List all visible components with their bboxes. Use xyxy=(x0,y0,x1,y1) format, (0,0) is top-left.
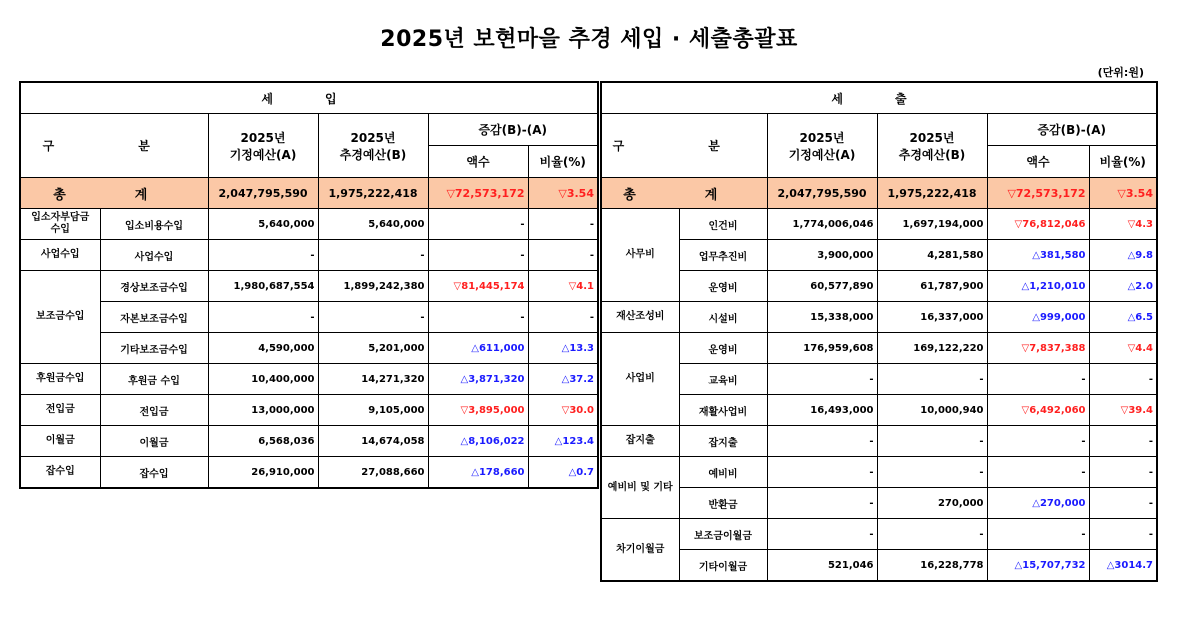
budget-a-year: 2025년 xyxy=(240,130,286,145)
row-budget-b: 61,787,900 xyxy=(877,271,987,302)
row-subcategory: 사업수입 xyxy=(100,240,208,271)
row-change-amount: △381,580 xyxy=(987,240,1089,271)
row-subcategory: 운영비 xyxy=(679,271,767,302)
row-budget-a: 176,959,608 xyxy=(767,333,877,364)
row-budget-a: - xyxy=(767,426,877,457)
row-budget-a: 521,046 xyxy=(767,550,877,582)
row-budget-a: 13,000,000 xyxy=(208,395,318,426)
row-change-rate: - xyxy=(528,302,598,333)
row-budget-b: 5,201,000 xyxy=(318,333,428,364)
budget-b-label: 추경예산(B) xyxy=(339,147,407,162)
row-change-rate: △123.4 xyxy=(528,426,598,457)
row-subcategory: 자본보조금수입 xyxy=(100,302,208,333)
revenue-rows xyxy=(20,209,598,489)
row-budget-b: - xyxy=(877,364,987,395)
row-category: 후원금수입 xyxy=(20,364,100,395)
row-change-rate: - xyxy=(1089,519,1157,550)
row-budget-b: 27,088,660 xyxy=(318,457,428,489)
row-budget-a: 60,577,890 xyxy=(767,271,877,302)
row-budget-b: 14,271,320 xyxy=(318,364,428,395)
table-row xyxy=(20,457,598,489)
row-change-amount: - xyxy=(428,302,528,333)
row-budget-b: 9,105,000 xyxy=(318,395,428,426)
row-budget-b: - xyxy=(318,240,428,271)
row-subcategory: 잡수입 xyxy=(100,457,208,489)
row-category: 사업비 xyxy=(601,333,679,426)
row-budget-a: 4,590,000 xyxy=(208,333,318,364)
rate-header: 비율(%) xyxy=(1089,146,1157,178)
row-budget-a: 5,640,000 xyxy=(208,209,318,240)
total-change-amount: ▽72,573,172 xyxy=(428,178,528,209)
budget-b-year: 2025년 xyxy=(909,130,955,145)
row-subcategory: 운영비 xyxy=(679,333,767,364)
table-row xyxy=(601,333,1157,364)
budget-b-year: 2025년 xyxy=(350,130,396,145)
expenditure-section-header: 세 출 xyxy=(601,82,1157,114)
table-row xyxy=(601,550,1157,582)
category-header: 구 분 xyxy=(20,114,208,178)
table-row xyxy=(601,488,1157,519)
row-subcategory: 예비비 xyxy=(679,457,767,488)
amount-header: 액수 xyxy=(987,146,1089,178)
row-subcategory: 이월금 xyxy=(100,426,208,457)
row-budget-b: - xyxy=(318,302,428,333)
row-category: 사업수입 xyxy=(20,240,100,271)
unit-label: (단위:원) xyxy=(1097,66,1144,79)
total-label: 총 계 xyxy=(601,178,767,209)
row-change-amount: △611,000 xyxy=(428,333,528,364)
row-budget-a: 3,900,000 xyxy=(767,240,877,271)
row-subcategory: 잡지출 xyxy=(679,426,767,457)
row-budget-b: 4,281,580 xyxy=(877,240,987,271)
rate-header: 비율(%) xyxy=(528,146,598,178)
row-budget-b: 10,000,940 xyxy=(877,395,987,426)
row-budget-a: - xyxy=(208,240,318,271)
budget-b-header xyxy=(877,114,987,178)
total-change-amount: ▽72,573,172 xyxy=(987,178,1089,209)
row-change-amount: - xyxy=(428,240,528,271)
table-row xyxy=(601,364,1157,395)
row-change-amount: △3,871,320 xyxy=(428,364,528,395)
table-row xyxy=(601,302,1157,333)
table-row xyxy=(20,240,598,271)
row-budget-b: 1,899,242,380 xyxy=(318,271,428,302)
row-subcategory: 교육비 xyxy=(679,364,767,395)
row-change-amount: △8,106,022 xyxy=(428,426,528,457)
row-change-rate: ▽4.1 xyxy=(528,271,598,302)
expenditure-table xyxy=(600,81,1158,582)
revenue-table xyxy=(19,81,599,489)
table-row xyxy=(601,457,1157,488)
row-category: 사무비 xyxy=(601,209,679,302)
row-change-amount: - xyxy=(987,426,1089,457)
row-budget-a: - xyxy=(208,302,318,333)
budget-a-label: 기정예산(A) xyxy=(229,147,297,162)
row-category: 전입금 xyxy=(20,395,100,426)
total-label: 총 계 xyxy=(20,178,208,209)
budget-a-header xyxy=(208,114,318,178)
row-budget-b: - xyxy=(877,519,987,550)
row-change-rate: - xyxy=(528,240,598,271)
row-budget-b: 14,674,058 xyxy=(318,426,428,457)
budget-a-header xyxy=(767,114,877,178)
amount-header: 액수 xyxy=(428,146,528,178)
row-budget-b: 270,000 xyxy=(877,488,987,519)
row-subcategory: 보조금이월금 xyxy=(679,519,767,550)
row-subcategory: 기타보조금수입 xyxy=(100,333,208,364)
row-category: 이월금 xyxy=(20,426,100,457)
category-header: 구 분 xyxy=(601,114,767,178)
budget-b-label: 추경예산(B) xyxy=(898,147,966,162)
row-category: 잡지출 xyxy=(601,426,679,457)
row-budget-b: 5,640,000 xyxy=(318,209,428,240)
row-budget-b: 16,337,000 xyxy=(877,302,987,333)
row-budget-b: 169,122,220 xyxy=(877,333,987,364)
row-change-rate: - xyxy=(1089,457,1157,488)
row-change-rate: △37.2 xyxy=(528,364,598,395)
total-budget-b: 1,975,222,418 xyxy=(877,178,987,209)
total-budget-a: 2,047,795,590 xyxy=(767,178,877,209)
row-subcategory: 전입금 xyxy=(100,395,208,426)
row-budget-a: 15,338,000 xyxy=(767,302,877,333)
row-category: 보조금수입 xyxy=(20,271,100,364)
row-budget-a: 1,774,006,046 xyxy=(767,209,877,240)
row-change-amount: △1,210,010 xyxy=(987,271,1089,302)
table-row xyxy=(20,271,598,302)
row-change-rate: △0.7 xyxy=(528,457,598,489)
row-category: 잡수입 xyxy=(20,457,100,489)
table-row xyxy=(601,519,1157,550)
row-budget-a: 16,493,000 xyxy=(767,395,877,426)
row-change-amount: △270,000 xyxy=(987,488,1089,519)
budget-a-year: 2025년 xyxy=(799,130,845,145)
row-change-rate: ▽39.4 xyxy=(1089,395,1157,426)
row-budget-a: - xyxy=(767,488,877,519)
total-change-rate: ▽3.54 xyxy=(1089,178,1157,209)
row-change-amount: △15,707,732 xyxy=(987,550,1089,582)
table-row xyxy=(601,395,1157,426)
row-change-amount: ▽81,445,174 xyxy=(428,271,528,302)
row-change-rate: △13.3 xyxy=(528,333,598,364)
row-change-rate: ▽30.0 xyxy=(528,395,598,426)
row-change-rate: △9.8 xyxy=(1089,240,1157,271)
row-budget-a: - xyxy=(767,519,877,550)
row-budget-a: - xyxy=(767,364,877,395)
total-change-rate: ▽3.54 xyxy=(528,178,598,209)
total-budget-a: 2,047,795,590 xyxy=(208,178,318,209)
row-change-rate: △3014.7 xyxy=(1089,550,1157,582)
row-change-amount: - xyxy=(987,519,1089,550)
row-budget-a: - xyxy=(767,457,877,488)
row-change-amount: ▽3,895,000 xyxy=(428,395,528,426)
table-row xyxy=(601,426,1157,457)
table-row xyxy=(601,209,1157,240)
row-budget-a: 26,910,000 xyxy=(208,457,318,489)
row-budget-a: 10,400,000 xyxy=(208,364,318,395)
row-change-rate: △6.5 xyxy=(1089,302,1157,333)
row-budget-a: 6,568,036 xyxy=(208,426,318,457)
table-row xyxy=(601,271,1157,302)
row-category: 입소자부담금 수입 xyxy=(20,209,100,240)
expenditure-rows xyxy=(601,209,1157,582)
table-row xyxy=(20,426,598,457)
row-change-amount: ▽7,837,388 xyxy=(987,333,1089,364)
table-row xyxy=(20,395,598,426)
table-row xyxy=(20,364,598,395)
page-title: 2025년 보현마을 추경 세입 · 세출총괄표 xyxy=(380,27,798,52)
revenue-section-header: 세 입 xyxy=(20,82,598,114)
row-budget-b: - xyxy=(877,426,987,457)
row-subcategory: 인건비 xyxy=(679,209,767,240)
row-change-amount: ▽6,492,060 xyxy=(987,395,1089,426)
row-subcategory: 시설비 xyxy=(679,302,767,333)
row-change-rate: - xyxy=(1089,488,1157,519)
table-row xyxy=(601,240,1157,271)
row-category: 예비비 및 기타 xyxy=(601,457,679,519)
row-change-rate: - xyxy=(1089,364,1157,395)
row-change-rate: - xyxy=(1089,426,1157,457)
table-row xyxy=(20,209,598,240)
row-subcategory: 반환금 xyxy=(679,488,767,519)
change-header: 증감(B)-(A) xyxy=(987,114,1157,146)
row-subcategory: 입소비용수입 xyxy=(100,209,208,240)
row-change-rate: - xyxy=(528,209,598,240)
row-change-rate: △2.0 xyxy=(1089,271,1157,302)
row-change-amount: △999,000 xyxy=(987,302,1089,333)
row-change-amount: - xyxy=(428,209,528,240)
row-change-amount: - xyxy=(987,364,1089,395)
row-budget-b: 16,228,778 xyxy=(877,550,987,582)
table-row xyxy=(20,333,598,364)
row-change-amount: ▽76,812,046 xyxy=(987,209,1089,240)
row-category: 차기이월금 xyxy=(601,519,679,582)
row-category: 재산조성비 xyxy=(601,302,679,333)
row-budget-b: - xyxy=(877,457,987,488)
row-subcategory: 후원금 수입 xyxy=(100,364,208,395)
budget-a-label: 기정예산(A) xyxy=(788,147,856,162)
table-row xyxy=(20,302,598,333)
budget-b-header xyxy=(318,114,428,178)
row-subcategory: 경상보조금수입 xyxy=(100,271,208,302)
expenditure-total-row xyxy=(601,178,1157,209)
row-subcategory: 재활사업비 xyxy=(679,395,767,426)
row-budget-b: 1,697,194,000 xyxy=(877,209,987,240)
row-budget-a: 1,980,687,554 xyxy=(208,271,318,302)
row-subcategory: 업무추진비 xyxy=(679,240,767,271)
row-subcategory: 기타이월금 xyxy=(679,550,767,582)
total-budget-b: 1,975,222,418 xyxy=(318,178,428,209)
row-change-rate: ▽4.4 xyxy=(1089,333,1157,364)
change-header: 증감(B)-(A) xyxy=(428,114,598,146)
row-change-rate: ▽4.3 xyxy=(1089,209,1157,240)
row-change-amount: △178,660 xyxy=(428,457,528,489)
row-change-amount: - xyxy=(987,457,1089,488)
revenue-total-row xyxy=(20,178,598,209)
